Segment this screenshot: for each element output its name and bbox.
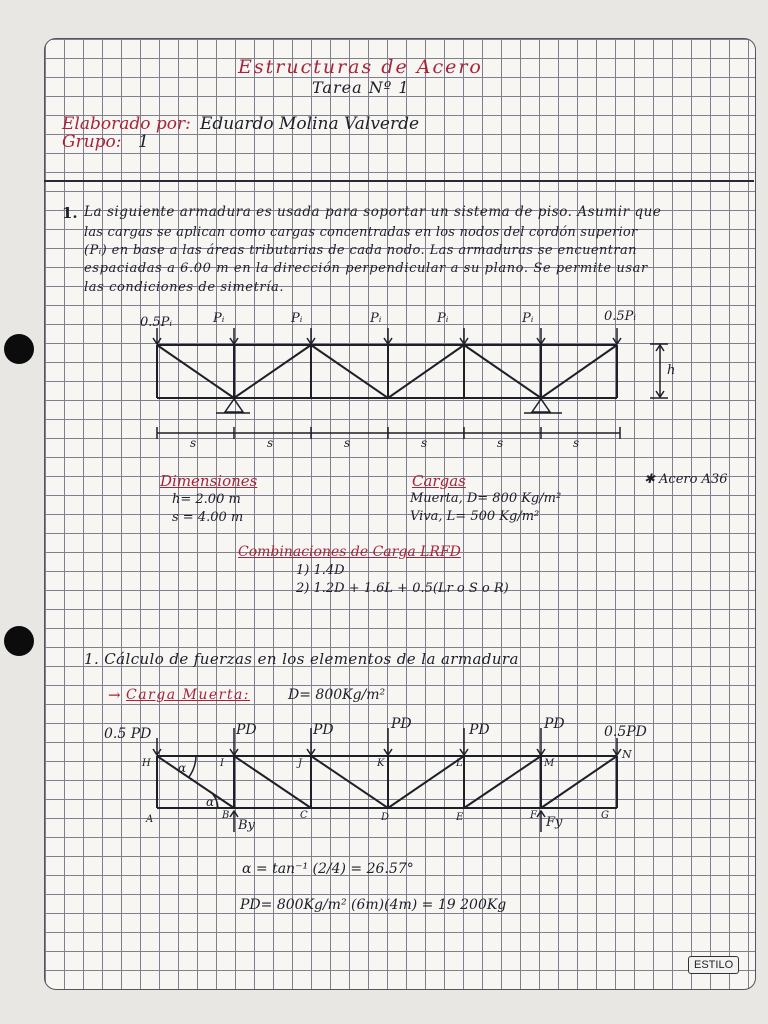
page-title: Estructuras de Acero (238, 56, 483, 78)
arrow-bullet: → (108, 686, 121, 704)
problem-line-5: las condiciones de simetría. (84, 280, 285, 295)
node-G: G (601, 810, 609, 821)
angle-arc-top (189, 756, 196, 777)
load-label-2: Pᵢ (213, 311, 225, 326)
section-title: 1. Cálculo de fuerzas en los elementos de la armadura (84, 650, 519, 668)
load-label-1: 0.5Pᵢ (140, 315, 173, 330)
span-label-5: s (497, 436, 504, 450)
dead-load-value: D= 800Kg/m² (288, 687, 386, 703)
problem-line-4: espaciadas a 6.00 m en la dirección perpendicular a su plano. Se permite usar (84, 261, 648, 276)
node-B: B (222, 810, 230, 821)
task-number: Tarea Nº 1 (312, 78, 410, 97)
span-label-4: s (421, 436, 428, 450)
group-label: Grupo: (62, 132, 122, 152)
author-label: Elaborado por: (62, 114, 191, 134)
height-label: h (667, 363, 676, 378)
estilo-logo: ESTILO (688, 956, 739, 974)
problem-line-1: La siguiente armadura es usada para soportar un sistema de piso. Asumir que (84, 204, 662, 220)
problem-line-2: las cargas se aplican como cargas concentradas en los nodos del cordón superior (84, 225, 638, 240)
reaction-Fy: Fy (546, 815, 563, 830)
angle-alpha-bottom: α (206, 795, 215, 809)
group-number: 1 (138, 132, 149, 152)
node-K: K (377, 758, 385, 769)
alpha-equation: α = tan⁻¹ (2/4) = 26.57° (242, 861, 414, 877)
combination-1: 1) 1.4D (296, 563, 345, 578)
dimension-h: h= 2.00 m (172, 492, 241, 507)
problem-line-3: (Pᵢ) en base a las áreas tributarias de cada nodo. Las armaduras se encuentran (84, 243, 637, 258)
reaction-By: By (238, 818, 255, 833)
node-E: E (456, 812, 464, 823)
load-pd-5: PD (469, 722, 490, 738)
node-H: H (142, 758, 151, 769)
span-label-6: s (573, 436, 580, 450)
load-pd-7: 0.5PD (604, 724, 647, 740)
angle-alpha-top: α (178, 761, 187, 775)
node-C: C (300, 810, 308, 821)
node-M: M (544, 758, 555, 769)
dead-load-label: Carga Muerta: (126, 687, 251, 703)
load-label-3: Pᵢ (291, 311, 303, 326)
span-label-1: s (190, 436, 197, 450)
problem-number: 1. (62, 204, 78, 222)
span-label-3: s (344, 436, 351, 450)
pd-equation: PD= 800Kg/m² (6m)(4m) = 19 200Kg (240, 897, 507, 913)
span-label-2: s (267, 436, 274, 450)
node-I: I (220, 758, 224, 769)
load-pd-6: PD (544, 716, 565, 732)
material-note: ✱ Acero A36 (644, 472, 728, 487)
dead-load: Muerta, D= 800 Kg/m² (410, 491, 562, 506)
load-pd-2: PD (236, 722, 257, 738)
dimensions-title: Dimensiones (160, 472, 258, 490)
load-label-4: Pᵢ (370, 311, 382, 326)
node-F: F (530, 810, 537, 821)
combinations-title: Combinaciones de Carga LRFD (238, 544, 461, 560)
author-name: Eduardo Molina Valverde (200, 114, 420, 134)
loads-title: Cargas (412, 472, 466, 490)
combination-2: 2) 1.2D + 1.6L + 0.5(Lr o S o R) (296, 581, 509, 596)
node-J: J (298, 758, 303, 769)
node-D: D (381, 812, 390, 823)
live-load: Viva, L= 500 Kg/m² (410, 509, 540, 524)
node-L: L (456, 758, 463, 769)
load-label-5: Pᵢ (437, 311, 449, 326)
node-A: A (146, 814, 154, 825)
load-pd-1: 0.5 PD (104, 726, 152, 742)
node-N: N (622, 748, 632, 761)
dimension-s: s = 4.00 m (172, 510, 244, 525)
load-label-7: 0.5Pᵢ (604, 309, 637, 324)
load-pd-4: PD (391, 716, 412, 732)
load-pd-3: PD (313, 722, 334, 738)
load-label-6: Pᵢ (522, 311, 534, 326)
